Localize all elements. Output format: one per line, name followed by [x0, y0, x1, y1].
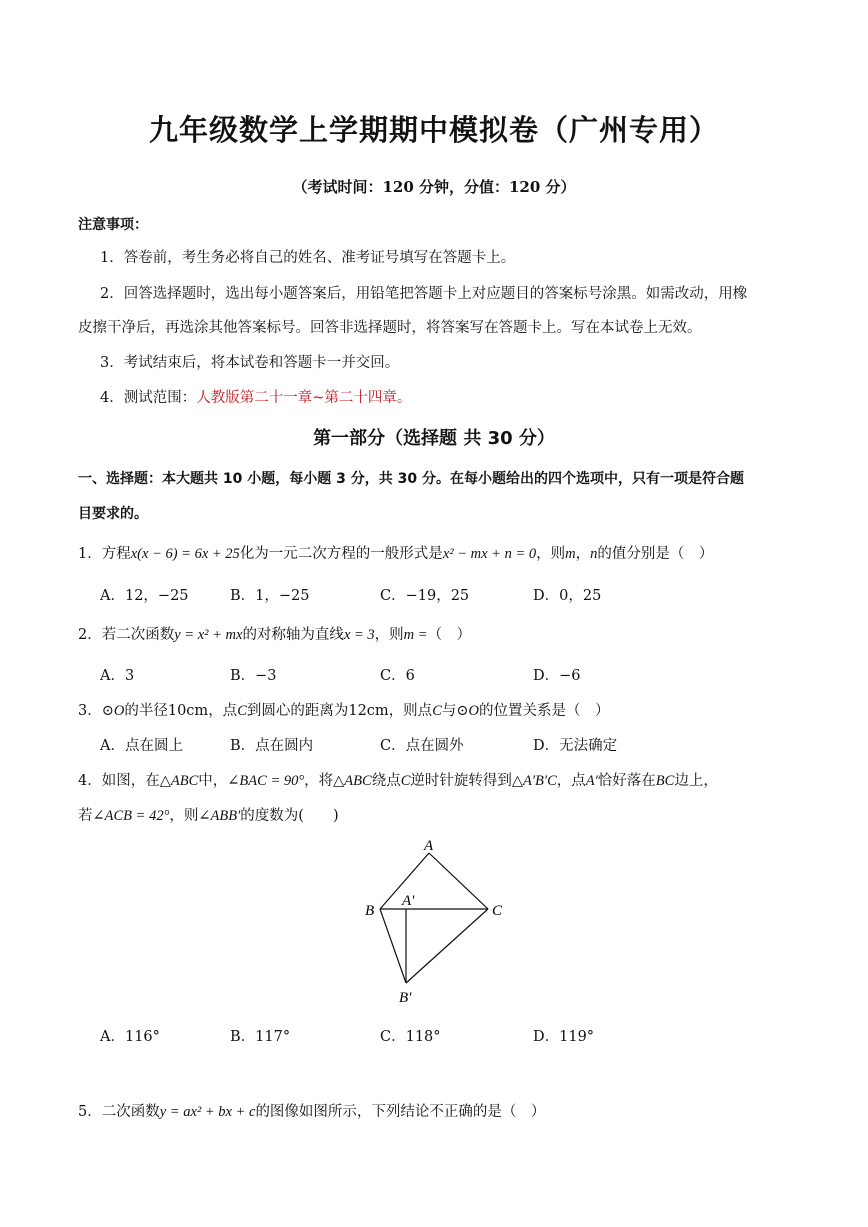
q4-text-j: ，则 [169, 808, 199, 824]
q4-text-d: 绕点 [371, 773, 401, 789]
section-intro-line-1: 一、选择题：本大题共 10 小题，每小题 3 分，共 30 分。在每小题给出的四个选项中，只有一项是符合题 [78, 471, 744, 487]
section-intro-line-2: 目要求的。 [78, 506, 148, 522]
q5-text: 的图像如图所示，下列结论不正确的是（ ） [255, 1104, 546, 1120]
q4-point-a1: A′ [585, 773, 598, 789]
q3-option-d: D．无法确定 [533, 738, 618, 754]
q1-option-a: A．12，−25 [100, 588, 189, 604]
q3-point-c: C [237, 703, 247, 719]
q4-triangle-abc-2: △ABC [333, 773, 372, 789]
q2-var: m = [403, 627, 428, 643]
q3-text-3: 到圆心的距离为 [246, 703, 349, 719]
test-range: 人教版第二十一章~第二十四章。 [196, 390, 412, 406]
q4-point-c: C [400, 773, 411, 789]
q3-option-c: C．点在圆外 [380, 738, 464, 754]
question-5-stem [78, 1100, 545, 1121]
q4-text-i: 若 [78, 808, 93, 824]
q3-circle: ⊙O [101, 703, 125, 719]
q4-text-e: 逆时针旋转得到 [410, 773, 512, 789]
q4-text-c: ，将 [304, 773, 334, 789]
exam-info: （考试时间：120 分钟，分值：120 分） [292, 178, 576, 196]
q1-number: 1．方程 [78, 546, 131, 562]
q5-function: y = ax² + bx + c [159, 1104, 256, 1120]
q4-option-a: A．116° [100, 1029, 160, 1045]
q4-text-h: 边上， [674, 773, 718, 789]
q4-angle-abb1: ∠ABB′ [198, 808, 241, 824]
question-1-stem [78, 542, 713, 563]
q1-var-m: m [565, 546, 576, 562]
notice-item-3: 3．考试结束后，将本试卷和答题卡一并交回。 [100, 355, 400, 371]
segment-bb1 [380, 909, 406, 983]
label-b: B [365, 903, 375, 919]
q2-option-c: C．6 [380, 668, 415, 684]
q3-text-1: 的半径 [124, 703, 168, 719]
q1-comma: ， [575, 546, 591, 562]
q2-text-2: ，则 [374, 627, 404, 643]
q2-option-d: D．−6 [533, 668, 581, 684]
question-4-stem-line-2 [78, 804, 339, 825]
q1-var-n: n [590, 546, 598, 562]
notice-heading: 注意事项： [78, 217, 148, 233]
q1-text-3: 的值分别是（ ） [597, 546, 714, 562]
q3-text-2: ，点 [208, 703, 238, 719]
page-title: 九年级数学上学期期中模拟卷（广州专用） [148, 113, 719, 147]
q1-general-form: x² − mx + n = 0 [442, 546, 537, 562]
q4-triangle-abc: △ABC [159, 773, 199, 789]
q2-option-a: A．3 [100, 668, 135, 684]
q3-text-4: ，则点 [388, 703, 433, 719]
q3-text-6: 的位置关系是（ ） [478, 703, 610, 719]
q4-angle-bac: ∠BAC = 90° [227, 773, 305, 789]
q2-text-3: （ ） [427, 627, 472, 643]
q4-text-b: 中， [198, 773, 228, 789]
q4-segment-bc: BC [655, 773, 675, 789]
segment-ac [429, 853, 488, 909]
q2-number: 2．若二次函数 [78, 627, 175, 643]
q4-text-f: ，点 [556, 773, 586, 789]
q5-number: 5．二次函数 [78, 1104, 160, 1120]
notice-item-4-prefix: 4．测试范围： [100, 390, 197, 406]
q4-option-c: C．118° [380, 1029, 441, 1045]
q1-text-2: ，则 [536, 546, 566, 562]
q1-option-d: D．0，25 [533, 588, 602, 604]
notice-item-2-line-2: 皮擦干净后，再选涂其他答案标号。回答非选择题时，将答案写在答题卡上。写在本试卷上无效。 [78, 320, 702, 336]
label-c: C [492, 903, 503, 919]
notice-item-2-line-1: 2．回答选择题时，选出每小题答案后，用铅笔把答题卡上对应题目的答案标号涂黑。如需改动，用橡 [100, 286, 748, 302]
q3-circle-2: ⊙O [456, 703, 479, 719]
q4-text-g: 恰好落在 [597, 773, 656, 789]
q1-equation: x(x − 6) = 6x + 25 [130, 546, 240, 562]
notice-item-1: 1．答卷前，考生务必将自己的姓名、准考证号填写在答题卡上。 [100, 250, 516, 266]
question-3-stem [78, 699, 609, 720]
q3-point-c-2: C [432, 703, 442, 719]
q3-option-a: A．点在圆上 [100, 738, 183, 754]
q4-option-b: B．117° [230, 1029, 291, 1045]
q4-text-k: 的度数为( ) [240, 808, 339, 824]
q2-axis: x = 3 [343, 627, 375, 643]
q4-geometry-figure [355, 836, 515, 1008]
q4-angle-acb: ∠ACB = 42° [92, 808, 170, 824]
question-4-stem-line-1 [78, 769, 718, 790]
q3-distance: 12cm [348, 703, 389, 719]
q2-option-b: B．−3 [230, 668, 277, 684]
q4-option-d: D．119° [533, 1029, 595, 1045]
section-title: 第一部分（选择题 共 30 分） [313, 428, 555, 449]
q2-function: y = x² + mx [174, 627, 243, 643]
q1-option-b: B．1，−25 [230, 588, 310, 604]
q3-radius: 10cm [167, 703, 209, 719]
label-b-prime: B′ [399, 990, 412, 1006]
q3-number: 3． [78, 703, 102, 719]
q3-option-b: B．点在圆内 [230, 738, 314, 754]
q1-text: 化为一元二次方程的一般形式是 [239, 546, 443, 562]
q2-text: 的对称轴为直线 [242, 627, 344, 643]
notice-item-4 [100, 386, 411, 407]
q1-option-c: C．−19，25 [380, 588, 470, 604]
segment-b1c [406, 909, 488, 983]
q4-text-a: 4．如图，在 [78, 773, 160, 789]
label-a-prime: A′ [402, 893, 415, 909]
label-a: A [424, 838, 434, 854]
q4-triangle-rotated: △A′B′C [511, 773, 557, 789]
q3-text-5: 与 [441, 703, 457, 719]
question-2-stem [78, 623, 471, 644]
